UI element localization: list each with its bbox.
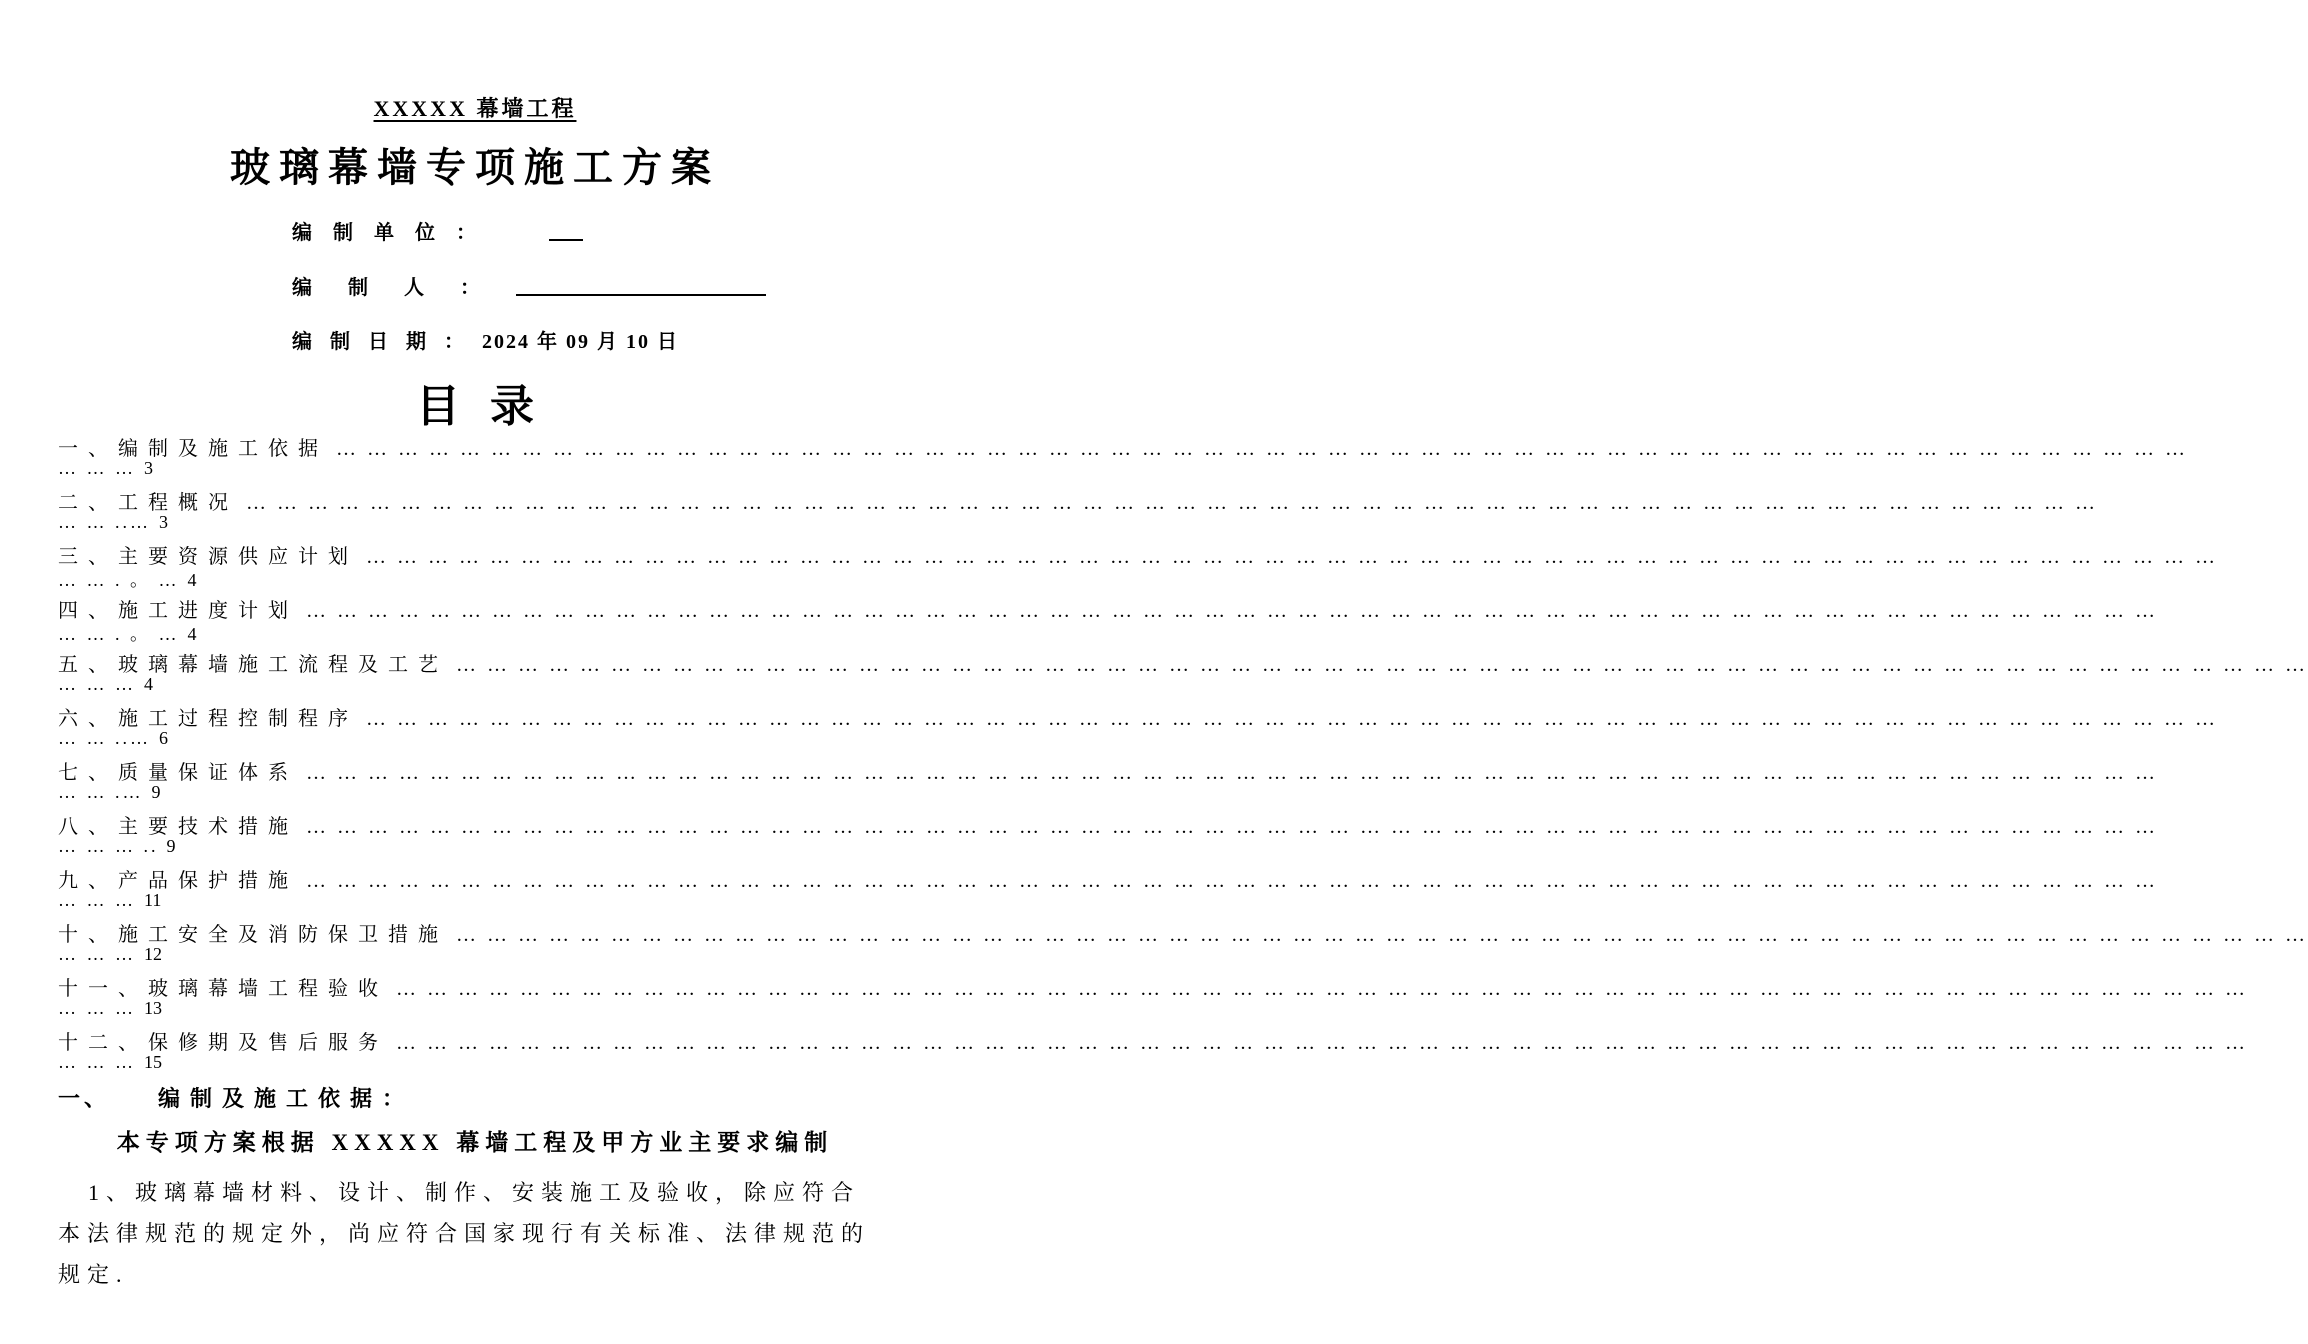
body-paragraph: 1、玻璃幕墙材料、设计、制作、安装施工及验收，除应符合本法律规范的规定外，尚应符合国家现行有关标准、法律规范的规定. [58, 1180, 871, 1287]
toc-entry-continuation [58, 674, 153, 695]
toc-leader-tail: … … .… [58, 782, 144, 802]
toc-leader-dots: … … … … … … … … … … … … … … … … … … … … … … … … … … … … … … … … … … … … … … … … … … … … … … … … … … … … … … … … … … … … [448, 924, 2308, 946]
meta-unit-row [292, 216, 583, 245]
toc-entry-continuation [58, 728, 168, 749]
toc-leader-dots: … … … … … … … … … … … … … … … … … … … … … … … … … … … … … … … … … … … … … … … … … … … … … … … … … … … … … … … … … … … … [298, 762, 2158, 784]
meta-author-value [516, 276, 766, 296]
toc-entry-label: 十二、保修期及售后服务 [58, 1032, 388, 1054]
toc-entry[interactable] [58, 540, 2218, 594]
toc-entry-label: 三、主要资源供应计划 [58, 546, 358, 568]
toc-entry-label: 十一、玻璃幕墙工程验收 [58, 978, 388, 1000]
toc-page-number: 9 [151, 782, 161, 802]
meta-author-label: 编制人： [292, 277, 516, 299]
toc-entry-continuation [58, 944, 162, 965]
section-heading [58, 1082, 414, 1113]
toc-leader-tail: … … … [58, 944, 136, 964]
toc-entry[interactable] [58, 810, 2158, 864]
toc-entry-line [58, 432, 2188, 460]
toc-page-number: 13 [144, 998, 162, 1018]
toc-entry-line [58, 918, 2308, 946]
toc-leader-dots: … … … … … … … … … … … … … … … … … … … … … … … … … … … … … … … … … … … … … … … … … … … … … … … … … … … … … … … … … … … … [238, 492, 2098, 514]
toc-entry-label: 七、质量保证体系 [58, 762, 298, 784]
meta-unit-label: 编制单位： [292, 222, 497, 244]
toc-leader-tail: … … . 。 … [58, 570, 180, 590]
meta-date-label: 编制日期： [292, 331, 482, 353]
toc-entry-line [58, 972, 2248, 1000]
meta-author-row [292, 271, 766, 300]
table-of-contents [58, 432, 2308, 1080]
toc-entry-label: 六、施工过程控制程序 [58, 708, 358, 730]
toc-entry-label: 十、施工安全及消防保卫措施 [58, 924, 448, 946]
toc-entry-continuation [58, 512, 168, 533]
toc-leader-dots: … … … … … … … … … … … … … … … … … … … … … … … … … … … … … … … … … … … … … … … … … … … … … … … … … … … … … … … … … … … … [388, 1032, 2248, 1054]
toc-entry-line [58, 594, 2158, 622]
toc-page-number: 4 [144, 674, 153, 694]
toc-entry[interactable] [58, 432, 2188, 486]
toc-page-number: 6 [159, 728, 168, 748]
toc-entry-continuation [58, 620, 197, 646]
toc-entry-continuation [58, 890, 161, 911]
toc-entry-line [58, 702, 2218, 730]
toc-page-number: 15 [144, 1052, 162, 1072]
toc-entry-label: 四、施工进度计划 [58, 600, 298, 622]
toc-leader-dots: … … … … … … … … … … … … … … … … … … … … … … … … … … … … … … … … … … … … … … … … … … … … … … … … … … … … … … … … … … … … [328, 438, 2188, 460]
toc-entry-line [58, 486, 2098, 514]
toc-leader-dots: … … … … … … … … … … … … … … … … … … … … … … … … … … … … … … … … … … … … … … … … … … … … … … … … … … … … … … … … … … … … [448, 654, 2308, 676]
toc-entry[interactable] [58, 756, 2158, 810]
toc-leader-tail: … … ..… [58, 728, 151, 748]
toc-page-number: 4 [187, 570, 197, 590]
toc-entry-continuation [58, 782, 161, 803]
toc-entry-line [58, 864, 2158, 892]
toc-entry[interactable] [58, 918, 2308, 972]
toc-leader-tail: … … ..… [58, 512, 151, 532]
toc-entry-label: 一、编制及施工依据 [58, 438, 328, 460]
section-intro: 本专项方案根据 XXXXX 幕墙工程及甲方业主要求编制 [116, 1130, 834, 1155]
toc-leader-dots: … … … … … … … … … … … … … … … … … … … … … … … … … … … … … … … … … … … … … … … … … … … … … … … … … … … … … … … … … … … … [298, 870, 2158, 892]
toc-page-number: 9 [166, 836, 176, 856]
section-heading-text: 编制及施工依据： [158, 1086, 415, 1111]
toc-entry[interactable] [58, 1026, 2248, 1080]
toc-entry-line [58, 648, 2308, 676]
toc-entry-continuation [58, 998, 162, 1019]
toc-entry[interactable] [58, 594, 2158, 648]
toc-entry-line [58, 540, 2218, 568]
section-number: 一、 [58, 1086, 111, 1111]
toc-entry-continuation [58, 836, 176, 857]
toc-leader-tail: … … … [58, 674, 136, 694]
toc-leader-tail: … … … .. [58, 836, 159, 856]
toc-page-number: 3 [144, 458, 153, 478]
toc-leader-dots: … … … … … … … … … … … … … … … … … … … … … … … … … … … … … … … … … … … … … … … … … … … … … … … … … … … … … … … … … … … … [358, 546, 2218, 568]
toc-page-number: 12 [144, 944, 162, 964]
toc-entry[interactable] [58, 648, 2308, 702]
toc-entry-line [58, 1026, 2248, 1054]
document-title: 玻璃幕墙专项施工方案 [230, 145, 720, 190]
toc-entry-label: 二、工程概况 [58, 492, 238, 514]
toc-leader-tail: … … . 。 … [58, 624, 180, 644]
toc-leader-tail: … … … [58, 890, 136, 910]
toc-leader-dots: … … … … … … … … … … … … … … … … … … … … … … … … … … … … … … … … … … … … … … … … … … … … … … … … … … … … … … … … … … … … [298, 816, 2158, 838]
toc-entry-continuation [58, 458, 153, 479]
meta-date-value: 2024 年 09 月 10 日 [482, 331, 679, 353]
project-name: XXXXX 幕墙工程 [373, 96, 577, 121]
toc-page-number: 11 [144, 890, 162, 910]
toc-entry-continuation [58, 1052, 162, 1073]
toc-leader-dots: … … … … … … … … … … … … … … … … … … … … … … … … … … … … … … … … … … … … … … … … … … … … … … … … … … … … … … … … … … … … [358, 708, 2218, 730]
toc-entry[interactable] [58, 702, 2218, 756]
toc-entry-line [58, 756, 2158, 784]
toc-leader-tail: … … … [58, 998, 136, 1018]
toc-title: 目录 [416, 382, 564, 431]
toc-entry-line [58, 810, 2158, 838]
toc-leader-tail: … … … [58, 458, 136, 478]
toc-leader-dots: … … … … … … … … … … … … … … … … … … … … … … … … … … … … … … … … … … … … … … … … … … … … … … … … … … … … … … … … … … … … [388, 978, 2248, 1000]
toc-entry-continuation [58, 566, 197, 592]
toc-entry[interactable] [58, 864, 2158, 918]
toc-leader-tail: … … … [58, 1052, 136, 1072]
toc-page-number: 3 [159, 512, 168, 532]
meta-date-row [292, 325, 679, 354]
toc-entry[interactable] [58, 972, 2248, 1026]
toc-entry-label: 九、产品保护措施 [58, 870, 298, 892]
toc-entry[interactable] [58, 486, 2098, 540]
meta-unit-value [549, 221, 583, 241]
toc-page-number: 4 [187, 624, 197, 644]
toc-leader-dots: … … … … … … … … … … … … … … … … … … … … … … … … … … … … … … … … … … … … … … … … … … … … … … … … … … … … … … … … … … … … [298, 600, 2158, 622]
toc-entry-label: 八、主要技术措施 [58, 816, 298, 838]
toc-entry-label: 五、玻璃幕墙施工流程及工艺 [58, 654, 448, 676]
